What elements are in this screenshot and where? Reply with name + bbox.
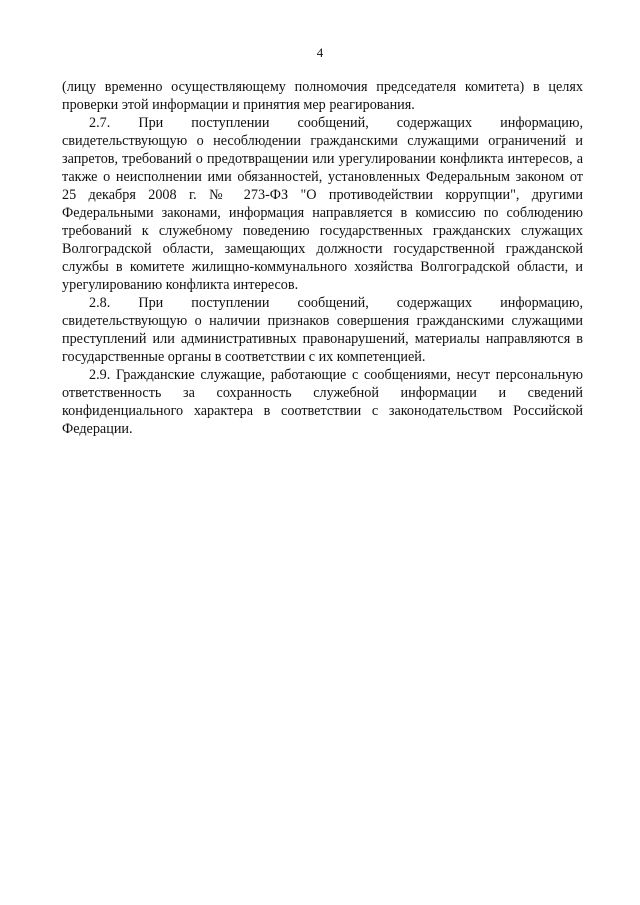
page-number: 4 (316, 45, 324, 60)
paragraph-text: При поступлении сообщений, содержащих информацию, свидетельствующую о несоблюдении гражданскими служащими ограничений и запретов, требований о предотвращении или урегулировании конфликта интересов, а также о неисполнении ими обязанностей, установленных Федеральным законом от 25 декабря 2008 г. № 273-ФЗ "О противодействии коррупции", другими Федеральными законами, информация направляется в комиссию по соблюдению требований к служебному поведению государственных гражданских служащих Волгоградской области, замещающих должности государственной гражданской службы в комитете жилищно-коммунального хозяйства Волгоградской области, и урегулированию конфликта интересов. (62, 115, 583, 293)
paragraph-number: 2.7. (89, 115, 111, 131)
paragraph-text: При поступлении сообщений, содержащих информацию, свидетельствующую о наличии признаков совершения гражданскими служащими преступлений или административных правонарушений, материалы направляются в государственные органы в соответствии с их компетенцией. (62, 295, 583, 365)
paragraph-number: 2.8. (89, 295, 111, 311)
paragraph-2-7 (62, 114, 583, 294)
paragraph-text: Гражданские служащие, работающие с сообщениями, несут персональную ответственность за сохранность служебной информации и сведений конфиденциального характера в соответствии с законодательством Российской Федерации. (62, 367, 583, 437)
paragraph-2-8 (62, 294, 583, 366)
document-body (62, 78, 583, 438)
paragraph-number: 2.9. (89, 367, 111, 383)
paragraph-text: (лицу временно осуществляющему полномочия председателя комитета) в целях проверки этой информации и принятия мер реагирования. (62, 79, 583, 113)
paragraph-continuation (62, 78, 583, 114)
paragraph-2-9 (62, 366, 583, 438)
